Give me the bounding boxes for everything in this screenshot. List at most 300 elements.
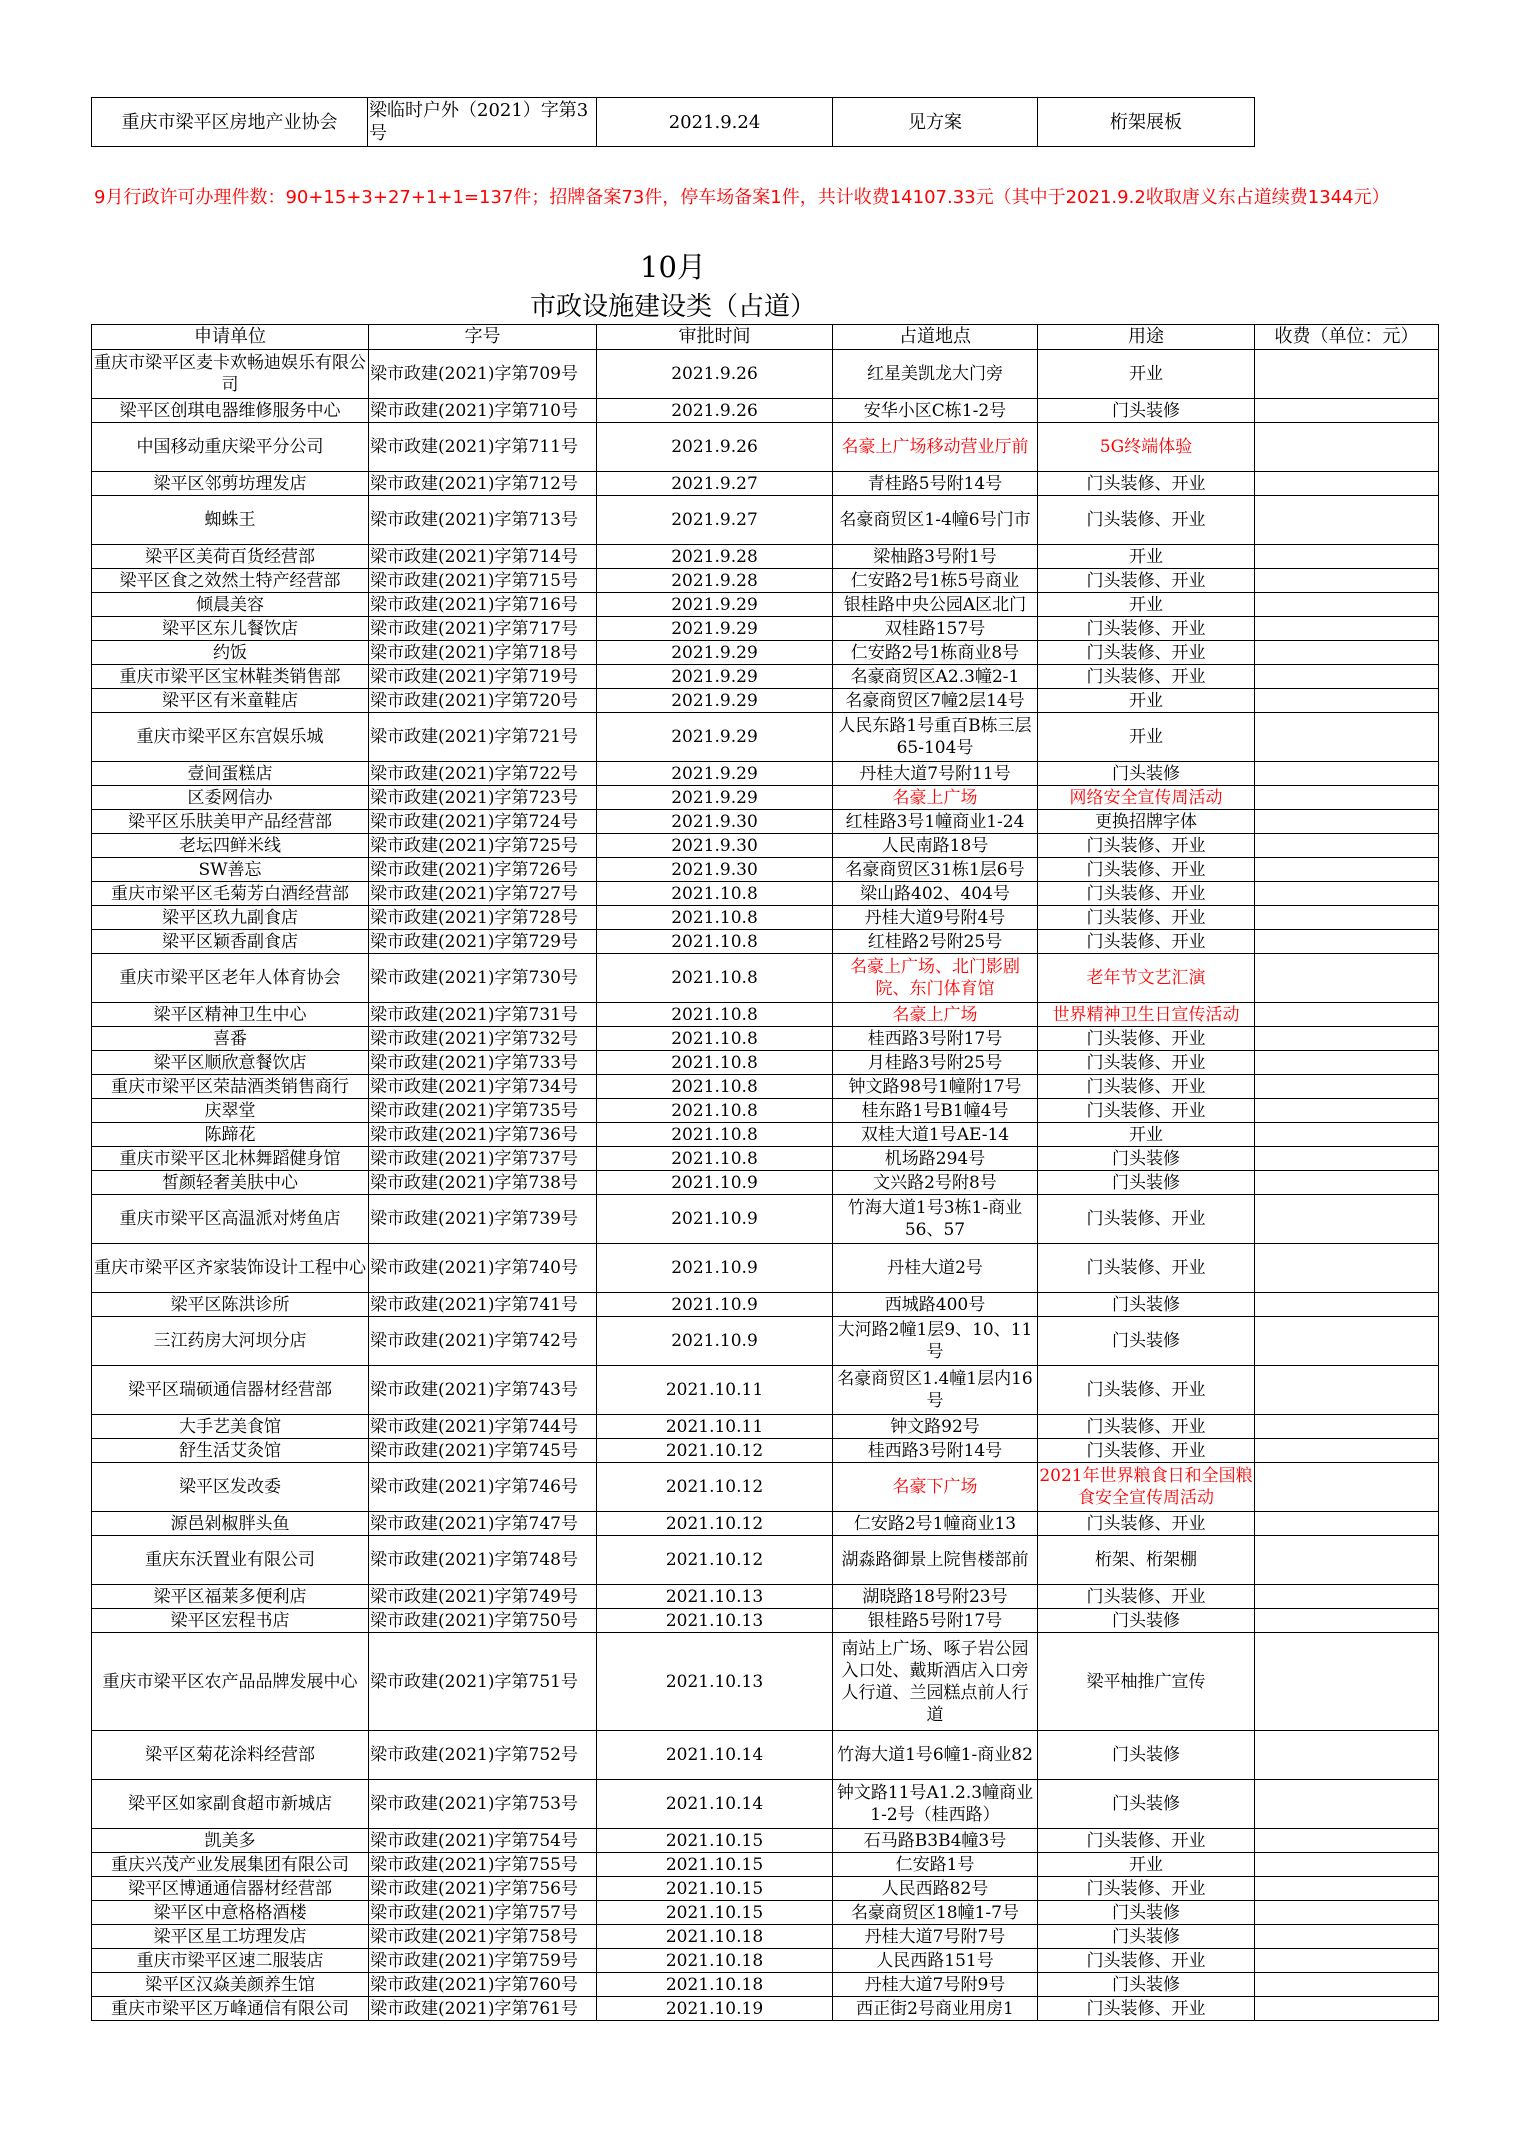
- month-heading: 10月: [640, 250, 706, 284]
- location-cell: 人民南路18号: [833, 834, 1038, 858]
- table-row: [92, 1051, 1439, 1075]
- purpose-cell: 门头装修、开业: [1038, 1997, 1255, 2021]
- applicant-cell: 重庆市梁平区东宫娱乐城: [92, 713, 369, 762]
- permit-number-cell: 梁市政建(2021)字第721号: [369, 713, 597, 762]
- purpose-cell: 更换招牌字体: [1038, 810, 1255, 834]
- table-row: [92, 1829, 1439, 1853]
- approval-date-cell: 2021.10.19: [597, 1997, 833, 2021]
- permit-number-cell: 梁市政建(2021)字第744号: [369, 1415, 597, 1439]
- permit-number-cell: 梁市政建(2021)字第716号: [369, 593, 597, 617]
- table-row: [92, 399, 1439, 423]
- approval-date-cell: 2021.9.26: [597, 399, 833, 423]
- approval-date-cell: 2021.10.9: [597, 1317, 833, 1366]
- table-row: [92, 1925, 1439, 1949]
- approval-date-cell: 2021.10.13: [597, 1633, 833, 1731]
- permit-number-cell: 梁市政建(2021)字第713号: [369, 496, 597, 545]
- permit-number-cell: 梁市政建(2021)字第753号: [369, 1780, 597, 1829]
- table-row: [92, 1973, 1439, 1997]
- table-row: [92, 1633, 1439, 1731]
- permit-number-cell: 梁市政建(2021)字第709号: [369, 350, 597, 399]
- fee-cell: [1255, 762, 1439, 786]
- permit-number-cell: 梁市政建(2021)字第730号: [369, 954, 597, 1003]
- column-header-permit-number: 字号: [369, 325, 597, 350]
- location-cell: 桂西路3号附14号: [833, 1439, 1038, 1463]
- table-row: [92, 1027, 1439, 1051]
- fee-cell: [1255, 1633, 1439, 1731]
- location-cell: 钟文路98号1幢附17号: [833, 1075, 1038, 1099]
- approval-date-cell: 2021.10.15: [597, 1877, 833, 1901]
- approval-date-cell: 2021.10.8: [597, 1051, 833, 1075]
- approval-date-cell: 2021.9.30: [597, 834, 833, 858]
- location-cell: 桂西路3号附17号: [833, 1027, 1038, 1051]
- applicant-cell: 重庆市梁平区房地产业协会: [92, 98, 368, 147]
- approval-date-cell: 2021.9.29: [597, 593, 833, 617]
- purpose-cell: 门头装修、开业: [1038, 1244, 1255, 1293]
- purpose-cell: 门头装修、开业: [1038, 1051, 1255, 1075]
- approval-date-cell: 2021.10.12: [597, 1536, 833, 1585]
- permit-number-cell: 梁市政建(2021)字第712号: [369, 472, 597, 496]
- fee-cell: [1255, 834, 1439, 858]
- permit-number-cell: 梁市政建(2021)字第752号: [369, 1731, 597, 1780]
- table-row: [92, 834, 1439, 858]
- table-row: [92, 1195, 1439, 1244]
- fee-cell: [1255, 689, 1439, 713]
- road-occupation-permits-table: [91, 324, 1439, 2021]
- approval-date-cell: 2021.10.8: [597, 906, 833, 930]
- permit-number-cell: 梁市政建(2021)字第715号: [369, 569, 597, 593]
- permit-number-cell: 梁市政建(2021)字第761号: [369, 1997, 597, 2021]
- table-row: [92, 1780, 1439, 1829]
- permit-number-cell: 梁市政建(2021)字第738号: [369, 1171, 597, 1195]
- location-cell: 双桂大道1号AE-14: [833, 1123, 1038, 1147]
- permit-number-cell: 梁市政建(2021)字第725号: [369, 834, 597, 858]
- permit-number-cell: 梁市政建(2021)字第735号: [369, 1099, 597, 1123]
- approval-date-cell: 2021.10.18: [597, 1949, 833, 1973]
- table-row: [92, 1853, 1439, 1877]
- permit-number-cell: 梁市政建(2021)字第740号: [369, 1244, 597, 1293]
- applicant-cell: 凯美多: [92, 1829, 369, 1853]
- purpose-cell: 门头装修、开业: [1038, 1075, 1255, 1099]
- approval-date-cell: 2021.9.27: [597, 472, 833, 496]
- table-row: [92, 1877, 1439, 1901]
- purpose-cell: 门头装修、开业: [1038, 1366, 1255, 1415]
- location-cell: 见方案: [833, 98, 1038, 147]
- location-cell: 钟文路92号: [833, 1415, 1038, 1439]
- fee-cell: [1255, 593, 1439, 617]
- table-row: [92, 786, 1439, 810]
- applicant-cell: 陈蹄花: [92, 1123, 369, 1147]
- fee-cell: [1255, 1147, 1439, 1171]
- fee-cell: [1255, 1027, 1439, 1051]
- location-cell: 人民西路151号: [833, 1949, 1038, 1973]
- location-cell: 名豪商贸区18幢1-7号: [833, 1901, 1038, 1925]
- location-cell: 仁安路2号1幢商业13: [833, 1512, 1038, 1536]
- purpose-cell: 门头装修、开业: [1038, 834, 1255, 858]
- table-row: [92, 689, 1439, 713]
- location-cell: 丹桂大道2号: [833, 1244, 1038, 1293]
- permit-number-cell: 梁市政建(2021)字第714号: [369, 545, 597, 569]
- previous-section-table: [91, 97, 1255, 147]
- applicant-cell: 重庆市梁平区毛菊芳白酒经营部: [92, 882, 369, 906]
- fee-cell: [1255, 1901, 1439, 1925]
- location-cell: 月桂路3号附25号: [833, 1051, 1038, 1075]
- applicant-cell: 大手艺美食馆: [92, 1415, 369, 1439]
- location-cell: 红星美凯龙大门旁: [833, 350, 1038, 399]
- fee-cell: [1255, 1244, 1439, 1293]
- purpose-cell: 门头装修: [1038, 399, 1255, 423]
- approval-date-cell: 2021.9.30: [597, 858, 833, 882]
- fee-cell: [1255, 1609, 1439, 1633]
- approval-date-cell: 2021.9.26: [597, 350, 833, 399]
- approval-date-cell: 2021.10.13: [597, 1609, 833, 1633]
- applicant-cell: 蜘蛛王: [92, 496, 369, 545]
- location-cell: 梁柚路3号附1号: [833, 545, 1038, 569]
- location-cell: 机场路294号: [833, 1147, 1038, 1171]
- permit-number-cell: 梁市政建(2021)字第732号: [369, 1027, 597, 1051]
- applicant-cell: 约饭: [92, 641, 369, 665]
- purpose-cell: 开业: [1038, 593, 1255, 617]
- fee-cell: [1255, 1123, 1439, 1147]
- applicant-cell: 梁平区精神卫生中心: [92, 1003, 369, 1027]
- fee-cell: [1255, 399, 1439, 423]
- fee-cell: [1255, 641, 1439, 665]
- applicant-cell: 梁平区福莱多便利店: [92, 1585, 369, 1609]
- applicant-cell: 重庆市梁平区北林舞蹈健身馆: [92, 1147, 369, 1171]
- location-cell: 名豪上广场、北门影剧院、东门体育馆: [833, 954, 1038, 1003]
- permit-number-cell: 梁市政建(2021)字第736号: [369, 1123, 597, 1147]
- approval-date-cell: 2021.10.9: [597, 1244, 833, 1293]
- approval-date-cell: 2021.9.29: [597, 713, 833, 762]
- permit-number-cell: 梁市政建(2021)字第719号: [369, 665, 597, 689]
- applicant-cell: 重庆市梁平区宝林鞋类销售部: [92, 665, 369, 689]
- applicant-cell: 梁平区宏程书店: [92, 1609, 369, 1633]
- applicant-cell: 梁平区中意格格酒楼: [92, 1901, 369, 1925]
- approval-date-cell: 2021.10.8: [597, 1147, 833, 1171]
- column-header-fee: 收费（单位：元）: [1255, 325, 1439, 350]
- applicant-cell: 重庆市梁平区荣喆酒类销售商行: [92, 1075, 369, 1099]
- location-cell: 文兴路2号附8号: [833, 1171, 1038, 1195]
- permit-number-cell: 梁市政建(2021)字第729号: [369, 930, 597, 954]
- location-cell: 丹桂大道7号附7号: [833, 1925, 1038, 1949]
- location-cell: 名豪上广场: [833, 1003, 1038, 1027]
- fee-cell: [1255, 1317, 1439, 1366]
- fee-cell: [1255, 1293, 1439, 1317]
- fee-cell: [1255, 882, 1439, 906]
- purpose-cell: 5G终端体验: [1038, 423, 1255, 472]
- location-cell: 丹桂大道9号附4号: [833, 906, 1038, 930]
- applicant-cell: 梁平区创琪电器维修服务中心: [92, 399, 369, 423]
- location-cell: 大河路2幢1层9、10、11号: [833, 1317, 1038, 1366]
- fee-cell: [1255, 1075, 1439, 1099]
- fee-cell: [1255, 496, 1439, 545]
- purpose-cell: 门头装修、开业: [1038, 1099, 1255, 1123]
- purpose-cell: 门头装修: [1038, 1780, 1255, 1829]
- purpose-cell: 开业: [1038, 350, 1255, 399]
- fee-cell: [1255, 713, 1439, 762]
- purpose-cell: 门头装修、开业: [1038, 569, 1255, 593]
- applicant-cell: 源邑剁椒胖头鱼: [92, 1512, 369, 1536]
- column-header-location: 占道地点: [833, 325, 1038, 350]
- location-cell: 银桂路中央公园A区北门: [833, 593, 1038, 617]
- approval-date-cell: 2021.9.29: [597, 617, 833, 641]
- purpose-cell: 门头装修: [1038, 762, 1255, 786]
- table-row: [92, 762, 1439, 786]
- fee-cell: [1255, 1877, 1439, 1901]
- table-row: [92, 1609, 1439, 1633]
- approval-date-cell: 2021.10.8: [597, 954, 833, 1003]
- fee-cell: [1255, 1195, 1439, 1244]
- approval-date-cell: 2021.10.15: [597, 1853, 833, 1877]
- approval-date-cell: 2021.10.14: [597, 1780, 833, 1829]
- section-heading: 市政设施建设类（占道）: [529, 292, 816, 322]
- table-row: [92, 1366, 1439, 1415]
- table-row: [92, 569, 1439, 593]
- location-cell: 红桂路3号1幢商业1-24: [833, 810, 1038, 834]
- location-cell: 钟文路11号A1.2.3幢商业1-2号（桂西路）: [833, 1780, 1038, 1829]
- approval-date-cell: 2021.10.9: [597, 1195, 833, 1244]
- approval-date-cell: 2021.10.12: [597, 1463, 833, 1512]
- location-cell: 竹海大道1号3栋1-商业56、57: [833, 1195, 1038, 1244]
- fee-cell: [1255, 1463, 1439, 1512]
- applicant-cell: 重庆兴茂产业发展集团有限公司: [92, 1853, 369, 1877]
- approval-date-cell: 2021.9.29: [597, 665, 833, 689]
- fee-cell: [1255, 1585, 1439, 1609]
- table-row: [92, 810, 1439, 834]
- permit-number-cell: 梁市政建(2021)字第720号: [369, 689, 597, 713]
- applicant-cell: SW善忘: [92, 858, 369, 882]
- fee-cell: [1255, 1536, 1439, 1585]
- approval-date-cell: 2021.9.28: [597, 569, 833, 593]
- applicant-cell: 梁平区发改委: [92, 1463, 369, 1512]
- fee-cell: [1255, 1949, 1439, 1973]
- fee-cell: [1255, 1439, 1439, 1463]
- approval-date-cell: 2021.9.30: [597, 810, 833, 834]
- fee-cell: [1255, 1731, 1439, 1780]
- applicant-cell: 梁平区陈洪诊所: [92, 1293, 369, 1317]
- approval-date-cell: 2021.9.27: [597, 496, 833, 545]
- purpose-cell: 门头装修: [1038, 1147, 1255, 1171]
- table-row: [92, 930, 1439, 954]
- purpose-cell: 开业: [1038, 545, 1255, 569]
- table-row: [92, 593, 1439, 617]
- permit-number-cell: 梁市政建(2021)字第727号: [369, 882, 597, 906]
- table-row: [92, 665, 1439, 689]
- permit-number-cell: 梁市政建(2021)字第758号: [369, 1925, 597, 1949]
- table-row: [92, 858, 1439, 882]
- permit-number-cell: 梁市政建(2021)字第759号: [369, 1949, 597, 1973]
- applicant-cell: 倾晨美容: [92, 593, 369, 617]
- approval-date-cell: 2021.10.18: [597, 1973, 833, 1997]
- table-header-row: [92, 325, 1439, 350]
- approval-date-cell: 2021.9.29: [597, 641, 833, 665]
- approval-date-cell: 2021.10.9: [597, 1293, 833, 1317]
- fee-cell: [1255, 930, 1439, 954]
- location-cell: 名豪下广场: [833, 1463, 1038, 1512]
- permit-number-cell: 梁市政建(2021)字第722号: [369, 762, 597, 786]
- approval-date-cell: 2021.9.28: [597, 545, 833, 569]
- permit-number-cell: 梁临时户外（2021）字第3号: [368, 98, 597, 147]
- location-cell: 湖淼路御景上院售楼部前: [833, 1536, 1038, 1585]
- applicant-cell: 重庆市梁平区速二服装店: [92, 1949, 369, 1973]
- approval-date-cell: 2021.9.29: [597, 762, 833, 786]
- applicant-cell: 梁平区如家副食超市新城店: [92, 1780, 369, 1829]
- column-header-approval-date: 审批时间: [597, 325, 833, 350]
- table-row: [92, 882, 1439, 906]
- table-body: [92, 350, 1439, 2021]
- fee-cell: [1255, 569, 1439, 593]
- fee-cell: [1255, 1973, 1439, 1997]
- purpose-cell: 门头装修、开业: [1038, 1195, 1255, 1244]
- fee-cell: [1255, 906, 1439, 930]
- table-row: [92, 1317, 1439, 1366]
- approval-date-cell: 2021.10.11: [597, 1415, 833, 1439]
- table-row: [92, 641, 1439, 665]
- table-row: [92, 713, 1439, 762]
- table-row: [92, 1415, 1439, 1439]
- table-row: [92, 423, 1439, 472]
- approval-date-cell: 2021.9.29: [597, 689, 833, 713]
- applicant-cell: 舒生活艾灸馆: [92, 1439, 369, 1463]
- permit-number-cell: 梁市政建(2021)字第731号: [369, 1003, 597, 1027]
- applicant-cell: 梁平区顺欣意餐饮店: [92, 1051, 369, 1075]
- purpose-cell: 门头装修: [1038, 1609, 1255, 1633]
- location-cell: 人民东路1号重百B栋三层65-104号: [833, 713, 1038, 762]
- permit-number-cell: 梁市政建(2021)字第724号: [369, 810, 597, 834]
- purpose-cell: 桁架展板: [1038, 98, 1255, 147]
- location-cell: 青桂路5号附14号: [833, 472, 1038, 496]
- fee-cell: [1255, 1415, 1439, 1439]
- table-row: [92, 1075, 1439, 1099]
- location-cell: 红桂路2号附25号: [833, 930, 1038, 954]
- applicant-cell: 重庆市梁平区齐家装饰设计工程中心: [92, 1244, 369, 1293]
- location-cell: 仁安路2号1栋商业8号: [833, 641, 1038, 665]
- applicant-cell: 重庆市梁平区麦卡欢畅迪娱乐有限公司: [92, 350, 369, 399]
- table-row: [92, 954, 1439, 1003]
- permit-number-cell: 梁市政建(2021)字第723号: [369, 786, 597, 810]
- fee-cell: [1255, 954, 1439, 1003]
- location-cell: 南站上广场、啄子岩公园入口处、戴斯酒店入口旁人行道、兰园糕点前人行道: [833, 1633, 1038, 1731]
- fee-cell: [1255, 810, 1439, 834]
- table-row: [92, 1099, 1439, 1123]
- fee-cell: [1255, 545, 1439, 569]
- permit-number-cell: 梁市政建(2021)字第743号: [369, 1366, 597, 1415]
- fee-cell: [1255, 1366, 1439, 1415]
- permit-number-cell: 梁市政建(2021)字第741号: [369, 1293, 597, 1317]
- table-row: [92, 617, 1439, 641]
- approval-date-cell: 2021.10.8: [597, 1123, 833, 1147]
- fee-cell: [1255, 1512, 1439, 1536]
- purpose-cell: 门头装修: [1038, 1973, 1255, 1997]
- fee-cell: [1255, 1997, 1439, 2021]
- applicant-cell: 梁平区星工坊理发店: [92, 1925, 369, 1949]
- table-row: [92, 1171, 1439, 1195]
- table-row: [92, 472, 1439, 496]
- purpose-cell: 老年节文艺汇演: [1038, 954, 1255, 1003]
- applicant-cell: 梁平区汉焱美颜养生馆: [92, 1973, 369, 1997]
- location-cell: 名豪商贸区7幢2层14号: [833, 689, 1038, 713]
- fee-cell: [1255, 1780, 1439, 1829]
- approval-date-cell: 2021.9.24: [597, 98, 833, 147]
- fee-cell: [1255, 1003, 1439, 1027]
- permit-number-cell: 梁市政建(2021)字第737号: [369, 1147, 597, 1171]
- purpose-cell: 门头装修: [1038, 1171, 1255, 1195]
- table-row: [92, 496, 1439, 545]
- location-cell: 银桂路5号附17号: [833, 1609, 1038, 1633]
- permit-number-cell: 梁市政建(2021)字第750号: [369, 1609, 597, 1633]
- permit-number-cell: 梁市政建(2021)字第733号: [369, 1051, 597, 1075]
- column-header-purpose: 用途: [1038, 325, 1255, 350]
- location-cell: 石马路B3B4幢3号: [833, 1829, 1038, 1853]
- permit-number-cell: 梁市政建(2021)字第734号: [369, 1075, 597, 1099]
- fee-cell: [1255, 1853, 1439, 1877]
- applicant-cell: 区委网信办: [92, 786, 369, 810]
- applicant-cell: 重庆市梁平区万峰通信有限公司: [92, 1997, 369, 2021]
- permit-number-cell: 梁市政建(2021)字第751号: [369, 1633, 597, 1731]
- applicant-cell: 梁平区菊花涂料经营部: [92, 1731, 369, 1780]
- approval-date-cell: 2021.10.8: [597, 930, 833, 954]
- purpose-cell: 开业: [1038, 1123, 1255, 1147]
- table-row: [92, 1123, 1439, 1147]
- approval-date-cell: 2021.10.8: [597, 1003, 833, 1027]
- purpose-cell: 开业: [1038, 1853, 1255, 1877]
- approval-date-cell: 2021.10.8: [597, 1099, 833, 1123]
- location-cell: 桂东路1号B1幢4号: [833, 1099, 1038, 1123]
- purpose-cell: 门头装修: [1038, 1731, 1255, 1780]
- purpose-cell: 门头装修、开业: [1038, 1027, 1255, 1051]
- location-cell: 安华小区C栋1-2号: [833, 399, 1038, 423]
- applicant-cell: 皙颜轻奢美肤中心: [92, 1171, 369, 1195]
- purpose-cell: 门头装修、开业: [1038, 1585, 1255, 1609]
- fee-cell: [1255, 1925, 1439, 1949]
- table-row: [92, 1003, 1439, 1027]
- applicant-cell: 梁平区博通通信器材经营部: [92, 1877, 369, 1901]
- location-cell: 双桂路157号: [833, 617, 1038, 641]
- approval-date-cell: 2021.10.9: [597, 1171, 833, 1195]
- location-cell: 名豪上广场移动营业厅前: [833, 423, 1038, 472]
- approval-date-cell: 2021.10.15: [597, 1829, 833, 1853]
- table-row: [92, 906, 1439, 930]
- approval-date-cell: 2021.10.15: [597, 1901, 833, 1925]
- fee-cell: [1255, 1051, 1439, 1075]
- applicant-cell: 梁平区东儿餐饮店: [92, 617, 369, 641]
- permit-number-cell: 梁市政建(2021)字第718号: [369, 641, 597, 665]
- permit-number-cell: 梁市政建(2021)字第726号: [369, 858, 597, 882]
- approval-date-cell: 2021.10.8: [597, 1075, 833, 1099]
- location-cell: 湖晓路18号附23号: [833, 1585, 1038, 1609]
- approval-date-cell: 2021.10.12: [597, 1512, 833, 1536]
- table-row: [92, 545, 1439, 569]
- table-row: [92, 1463, 1439, 1512]
- permit-number-cell: 梁市政建(2021)字第739号: [369, 1195, 597, 1244]
- purpose-cell: 门头装修、开业: [1038, 665, 1255, 689]
- applicant-cell: 梁平区邻剪坊理发店: [92, 472, 369, 496]
- table-row: [92, 1949, 1439, 1973]
- permit-number-cell: 梁市政建(2021)字第749号: [369, 1585, 597, 1609]
- location-cell: 名豪商贸区31栋1层6号: [833, 858, 1038, 882]
- purpose-cell: 门头装修: [1038, 1293, 1255, 1317]
- location-cell: 名豪商贸区1.4幢1层内16号: [833, 1366, 1038, 1415]
- permit-number-cell: 梁市政建(2021)字第746号: [369, 1463, 597, 1512]
- applicant-cell: 重庆东沃置业有限公司: [92, 1536, 369, 1585]
- purpose-cell: 桁架、桁架棚: [1038, 1536, 1255, 1585]
- applicant-cell: 老坛四鲜米线: [92, 834, 369, 858]
- location-cell: 西正街2号商业用房1: [833, 1997, 1038, 2021]
- applicant-cell: 重庆市梁平区高温派对烤鱼店: [92, 1195, 369, 1244]
- fee-cell: [1255, 350, 1439, 399]
- purpose-cell: 门头装修: [1038, 1925, 1255, 1949]
- table-row: [92, 1512, 1439, 1536]
- applicant-cell: 重庆市梁平区农产品品牌发展中心: [92, 1633, 369, 1731]
